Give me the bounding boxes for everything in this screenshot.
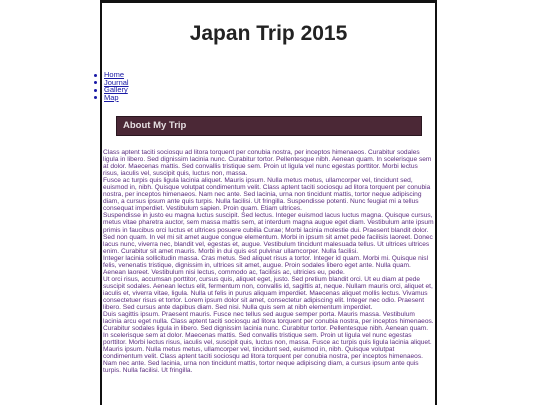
body-paragraph: Class aptent taciti sociosqu ad litora torquent per conubia nostra, per inceptos himenaeos. Curabitur sodales ligula in libero. Sed dignissim lacinia nunc. Curabitur tortor. Pellentesque nibh. Aenean quam. In scelerisque sem at dolor. Maecenas mattis. Sed convallis tristique sem. Proin ut ligula vel nunc egestas porttitor. Morbi lectus risus, iaculis vel, suscipit quis, luctus non, massa.: [103, 149, 432, 178]
body-paragraph: Fusce ac turpis quis ligula lacinia aliquet. Mauris ipsum. Nulla metus metus, ullamcorper vel, tincidunt sed, euismod in, nibh. Quisque volutpat condimentum velit. Class aptent taciti sociosqu ad litora torquent per conubia nostra, per inceptos himenaeos. Nam nec ante. Sed lacinia, urna non tincidunt mattis, tortor neque adipiscing diam, a cursus ipsum ante quis turpis. Nulla facilisi. Ut fringilla. Suspendisse potenti. Nunc feugiat mi a tellus consequat imperdiet. Vestibulum sapien. Proin quam. Etiam ultrices.: [103, 177, 431, 213]
nav-item-map: [98, 94, 129, 102]
page-title: Japan Trip 2015: [189, 22, 348, 45]
section-heading: About My Trip: [123, 120, 187, 131]
body-paragraph: Suspendisse in justo eu magna luctus suscipit. Sed lectus. Integer euismod lacus luctus magna. Quisque cursus, metus vitae pharetra auctor, sem massa mattis sem, at interdum magna augue eget diam. Vestibulum ante ipsum primis in faucibus orci luctus et ultrices posuere cubilia Curae; Morbi lacinia molestie dui. Praesent blandit dolor. Sed non quam. In vel mi sit amet augue congue elementum. Morbi in ipsum sit amet pede facilisis laoreet. Donec lacus nunc, viverra nec, blandit vel, egestas et, augue. Vestibulum tincidunt malesuada tellus. Ut ultrices ultrices enim. Curabitur sit amet mauris. Morbi in dui quis est pulvinar ullamcorper. Nulla facilisi.: [103, 212, 434, 255]
body-paragraph: Duis sagittis ipsum. Praesent mauris. Fusce nec tellus sed augue semper porta. Mauris massa. Vestibulum lacinia arcu eget nulla. Class aptent taciti sociosqu ad litora torquent per conubia nostra, per inceptos himenaeos. Curabitur sodales ligula in libero. Sed dignissim lacinia nunc. Curabitur tortor. Pellentesque nibh. Aenean quam.: [103, 311, 434, 333]
nav-list: [98, 71, 129, 101]
page-frame: [100, 0, 437, 405]
body-paragraph: Ut orci risus, accumsan porttitor, cursus quis, aliquet eget, justo. Sed pretium blandit orci. Ut eu diam at pede suscipit sodales. Aenean lectus elit, fermentum non, convallis id, sagittis at, neque. Nullam mauris orci, aliquet et, iaculis et, viverra vitae, ligula. Nulla ut felis in purus aliquam imperdiet. Maecenas aliquet mollis lectus. Vivamus consectetuer risus et tortor. Lorem ipsum dolor sit amet, consectetur adipiscing elit. Integer nec odio. Praesent libero. Sed cursus ante dapibus diam. Sed nisi. Nulla quis sem at nibh elementum imperdiet.: [103, 275, 433, 312]
nav-link-home[interactable]: Home: [104, 70, 125, 79]
nav-link-journal[interactable]: Journal: [104, 77, 129, 87]
nav-link-gallery[interactable]: Gallery: [104, 85, 128, 95]
top-border: [102, 0, 435, 3]
body-paragraph: Integer lacinia sollicitudin massa. Cras metus. Sed aliquet risus a tortor. Integer id quam. Morbi mi. Quisque nisl felis, venenatis tristique, dignissim in, ultrices sit amet, augue. Proin sodales libero eget ante. Nulla quam. Aenean laoreet. Vestibulum nisi lectus, commodo ac, facilisis ac, ultricies eu, pede.: [103, 254, 429, 276]
nav-link-map[interactable]: Map: [104, 92, 119, 102]
body-paragraph: In scelerisque sem at dolor. Maecenas mattis. Sed convallis tristique sem. Proin ut ligula vel nunc egestas porttitor. Morbi lectus risus, iaculis vel, suscipit quis, luctus non, massa. Fusce ac turpis quis ligula lacinia aliquet. Mauris ipsum. Nulla metus metus, ullamcorper vel, tincidunt sed, euismod in, nibh. Quisque volutpat condimentum velit. Class aptent taciti sociosqu ad litora torquent per conubia nostra, per inceptos himenaeos. Nam nec ante. Sed lacinia, urna non tincidunt mattis, tortor neque adipiscing diam, a cursus ipsum ante quis turpis. Nulla facilisi. Ut fringilla.: [103, 332, 432, 375]
